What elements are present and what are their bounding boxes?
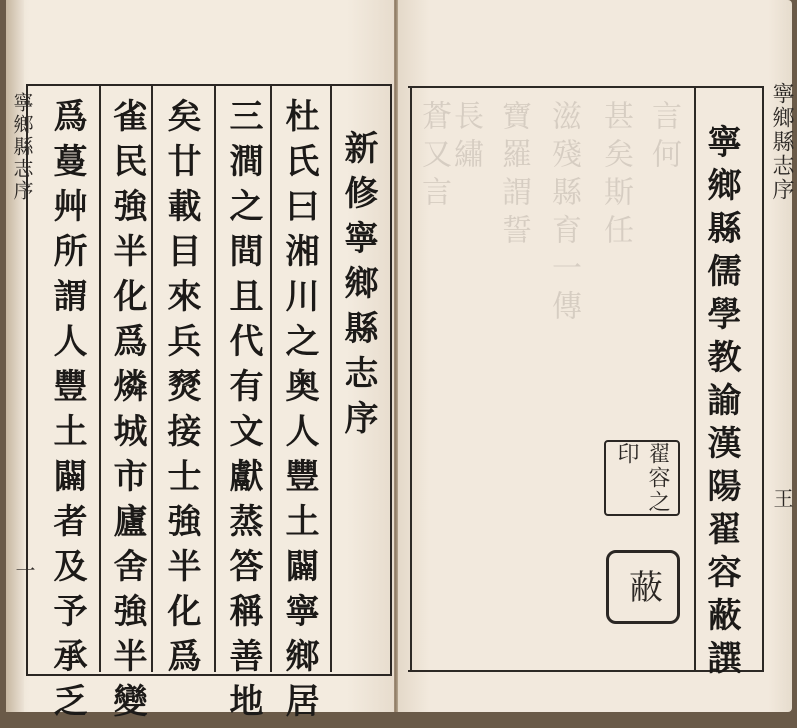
top-rule xyxy=(408,86,764,88)
column-rule xyxy=(214,86,216,672)
left-page-number: 一 xyxy=(12,560,36,582)
left-page xyxy=(6,0,394,728)
column-rule xyxy=(410,86,412,672)
bleed-column-3: 滋殘縣育一傳 xyxy=(546,100,581,328)
column-rule xyxy=(270,86,272,672)
right-margin-label: 寧鄉縣志序 xyxy=(769,82,794,202)
bleed-column-6: 蒼又言 xyxy=(416,100,451,214)
column-rule xyxy=(694,86,696,672)
preface-title: 新修寧鄉縣志序 xyxy=(338,130,378,445)
bleed-column-1: 言何 xyxy=(646,100,681,176)
column-rule xyxy=(151,86,153,672)
square-seal: 翟容之印 xyxy=(604,440,680,516)
text-column-2: 三澗之間且代有文獻蒸答稱善地 xyxy=(223,98,263,728)
bleed-column-5: 長繡 xyxy=(448,100,483,176)
column-rule xyxy=(330,86,332,672)
bleed-column-2: 甚矣斯任 xyxy=(598,100,633,252)
right-page xyxy=(398,0,792,712)
right-page-mark: 王 xyxy=(770,488,794,510)
bleed-column-4: 寶羅謂誓 xyxy=(496,100,531,252)
text-column-4: 雀民強半化爲燐城市廬舍強半變 xyxy=(107,98,147,728)
text-column-3: 矣廿載目來兵燹接士強半化爲 xyxy=(161,98,201,683)
column-rule xyxy=(762,86,764,672)
author-line: 寧鄉縣儒學教諭漢陽翟容蔽譔 xyxy=(701,124,741,683)
text-column-5: 爲蔓艸所謂人豐土闢者及予承乏 xyxy=(47,98,87,728)
text-column-1: 杜氏曰湘川之奥人豐土闢寧鄉居 xyxy=(279,98,319,728)
column-rule xyxy=(99,86,101,672)
round-seal: 蔽 xyxy=(606,550,680,624)
left-margin-label: 寧鄉縣志序 xyxy=(10,92,34,202)
